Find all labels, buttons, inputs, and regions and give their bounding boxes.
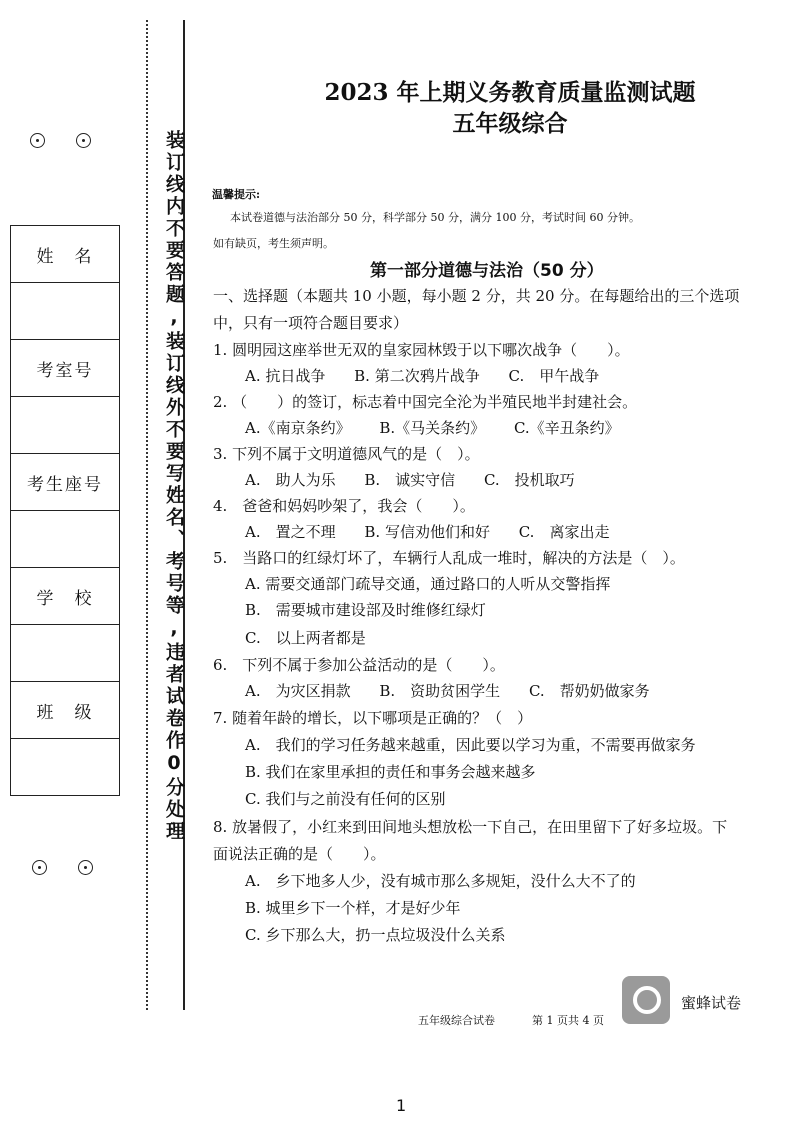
page-number: 1: [396, 1096, 407, 1115]
question-1: 1. 圆明园这座举世无双的皇家园林毁于以下哪次战争（ ）。: [213, 341, 630, 359]
exam-subtitle: 五年级综合: [452, 110, 568, 137]
notice-heading: 温馨提示:: [212, 188, 261, 201]
question-7-option-b[interactable]: B. 我们在家里承担的责任和事务会越来越多: [245, 763, 536, 781]
footer-left: 五年级综合试卷: [418, 1014, 495, 1027]
question-7-option-c[interactable]: C. 我们与之前没有任何的区别: [245, 790, 446, 808]
name-label: 姓 名: [11, 226, 120, 283]
question-6: 6. 下列不属于参加公益活动的是（ ）。: [213, 656, 505, 674]
binding-hole-bottom-left: [32, 860, 47, 875]
room-label: 考室号: [11, 340, 120, 397]
question-2: 2. （ ）的签订，标志着中国完全沦为半殖民地半封建社会。: [213, 393, 638, 411]
option-a[interactable]: A.《南京条约》: [245, 419, 351, 437]
question-4: 4. 爸爸和妈妈吵架了，我会（ ）。: [213, 497, 475, 515]
footer-right: 第 1 页共 4 页: [532, 1014, 604, 1027]
exam-title: 2023 年上期义务教育质量监测试题: [324, 79, 696, 106]
option-a[interactable]: A. 助人为乐: [245, 471, 336, 489]
binding-dotted-line: [146, 20, 148, 1010]
question-6-options: [245, 680, 674, 701]
notice-line-2: 如有缺页，考生须声明。: [213, 237, 334, 250]
question-8-option-a[interactable]: A. 乡下地多人少，没有城市那么多规矩，没什么大不了的: [245, 872, 636, 890]
class-field[interactable]: [11, 739, 120, 796]
question-7: 7. 随着年龄的增长，以下哪项是正确的？（ ）: [213, 709, 533, 727]
option-b[interactable]: B. 诚实守信: [364, 471, 456, 489]
question-8-option-c[interactable]: C. 乡下那么大，扔一点垃圾没什么关系: [245, 926, 506, 944]
option-c[interactable]: C. 甲午战争: [508, 367, 600, 385]
option-b[interactable]: B. 资助贫困学生: [379, 682, 501, 700]
page-footer: [418, 1012, 604, 1028]
question-2-options: [245, 417, 644, 438]
option-b[interactable]: B. 第二次鸦片战争: [354, 367, 480, 385]
option-a[interactable]: A. 置之不理: [245, 523, 336, 541]
notice-line-1: 本试卷道德与法治部分 50 分，科学部分 50 分，满分 100 分，考试时间 60 分钟。: [230, 211, 640, 224]
seat-label: 考生座号: [11, 454, 120, 511]
name-field[interactable]: [11, 283, 120, 340]
part1-instruction-2: 中，只有一项符合题目要求）: [213, 314, 409, 332]
question-8-option-b[interactable]: B. 城里乡下一个样，才是好少年: [245, 899, 461, 917]
binding-hole-top-left: [30, 133, 45, 148]
question-5-option-c[interactable]: C. 以上两者都是: [245, 629, 366, 647]
question-5-option-a[interactable]: A. 需要交通部门疏导交通，通过路口的人听从交警指挥: [245, 575, 611, 593]
option-b[interactable]: B. 写信劝他们和好: [364, 523, 490, 541]
section-title: 第一部分道德与法治（50 分）: [370, 261, 604, 281]
option-a[interactable]: A. 抗日战争: [245, 367, 326, 385]
option-c[interactable]: C. 投机取巧: [483, 471, 575, 489]
question-8: 8. 放暑假了，小红来到田间地头想放松一下自己，在田里留下了好多垃圾。下: [213, 818, 728, 836]
school-label: 学 校: [11, 568, 120, 625]
option-a[interactable]: A. 为灾区捐款: [245, 682, 351, 700]
school-field[interactable]: [11, 625, 120, 682]
option-c[interactable]: C.《辛丑条约》: [513, 419, 620, 437]
option-c[interactable]: C. 帮奶奶做家务: [528, 682, 650, 700]
part1-instruction-1: 一、选择题（本题共 10 小题，每小题 2 分，共 20 分。在每题给出的三个选项: [213, 287, 740, 305]
student-info-table: [10, 225, 120, 796]
room-field[interactable]: [11, 397, 120, 454]
bee-logo-icon: [622, 976, 670, 1024]
question-3-options: [245, 469, 599, 490]
question-7-option-a[interactable]: A. 我们的学习任务越来越重，因此要以学习为重，不需要再做家务: [245, 736, 696, 754]
binding-warning-text: 装订线内不要答题,装订线外不要写姓名、考号等,违者试卷作0分处理: [163, 130, 185, 843]
question-5: 5. 当路口的红绿灯坏了，车辆行人乱成一堆时，解决的方法是（ ）。: [213, 549, 685, 567]
seat-field[interactable]: [11, 511, 120, 568]
question-8-continued: 面说法正确的是（ ）。: [213, 845, 386, 863]
option-b[interactable]: B.《马关条约》: [379, 419, 486, 437]
question-5-option-b[interactable]: B. 需要城市建设部及时维修红绿灯: [245, 601, 486, 619]
option-c[interactable]: C. 离家出走: [518, 523, 610, 541]
watermark-brand: 蜜蜂试卷: [681, 994, 742, 1012]
class-label: 班 级: [11, 682, 120, 739]
question-4-options: [245, 521, 633, 542]
binding-hole-bottom-right: [78, 860, 93, 875]
question-3: 3. 下列不属于文明道德风气的是（ ）。: [213, 445, 480, 463]
question-1-options: [245, 365, 623, 386]
binding-hole-top-right: [76, 133, 91, 148]
